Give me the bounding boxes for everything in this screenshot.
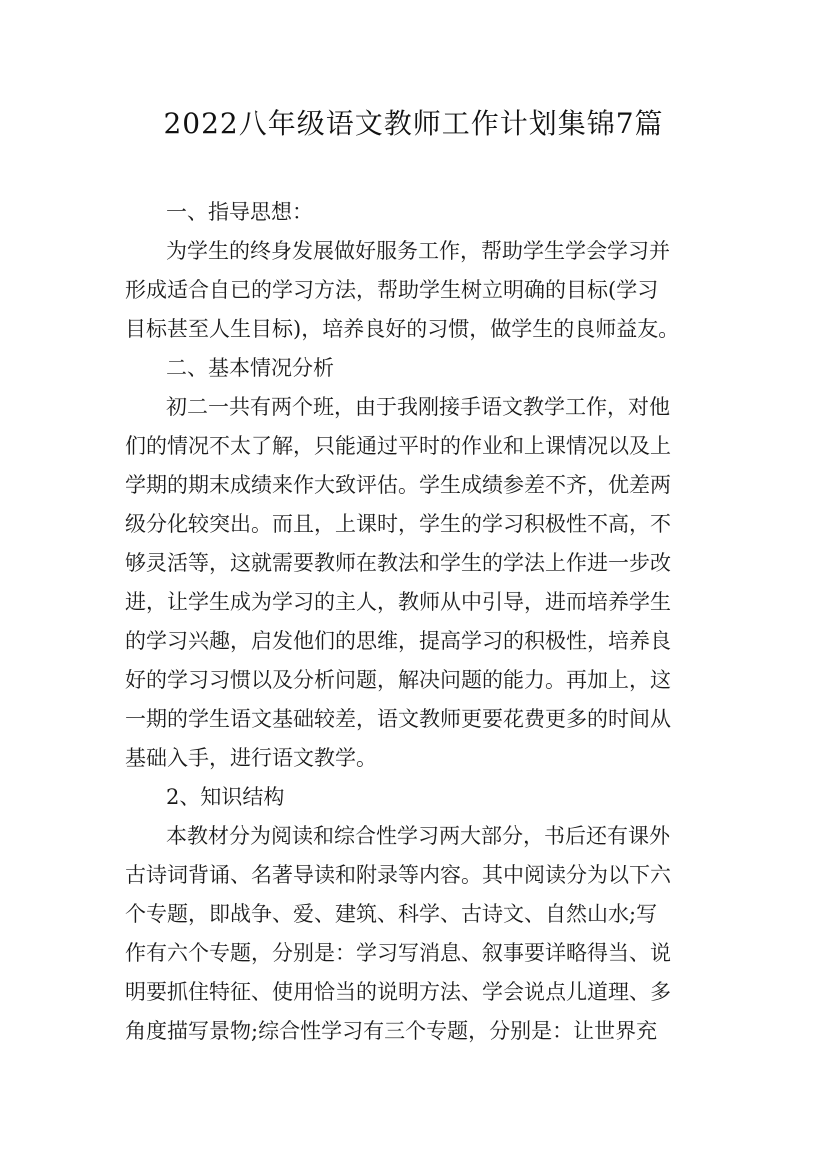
paragraph-line: 的学习兴趣，启发他们的思维，提高学习的积极性，培养良: [125, 629, 671, 653]
paragraph-line: 古诗词背诵、名著导读和附录等内容。其中阅读分为以下六: [125, 863, 671, 887]
paragraph-line: 作有六个专题，分别是：学习写消息、叙事要详略得当、说: [125, 941, 671, 965]
paragraph-line: 级分化较突出。而且，上课时，学生的学习积极性不高，不: [125, 512, 671, 536]
paragraph-line: 基础入手，进行语文教学。: [125, 746, 377, 770]
paragraph-line: 形成适合自已的学习方法，帮助学生树立明确的目标(学习: [125, 278, 659, 302]
paragraph-line: 本教材分为阅读和综合性学习两大部分，书后还有课外: [166, 824, 670, 848]
paragraph-line: 们的情况不太了解，只能通过平时的作业和上课情况以及上: [125, 434, 671, 458]
paragraph-line: 初二一共有两个班，由于我刚接手语文教学工作，对他: [166, 395, 670, 419]
paragraph-line: 够灵活等，这就需要教师在教法和学生的学法上作进一步改: [125, 551, 671, 575]
paragraph-line: 明要抓住特征、使用恰当的说明方法、学会说点儿道理、多: [125, 980, 671, 1004]
paragraph-line: 好的学习习惯以及分析问题，解决问题的能力。再加上，这: [125, 668, 671, 692]
document-title: 2022八年级语文教师工作计划集锦7篇: [163, 107, 664, 140]
section-heading-knowledge-structure: 2、知识结构: [166, 785, 285, 809]
paragraph-line: 个专题，即战争、爱、建筑、科学、古诗文、自然山水;写: [125, 902, 658, 926]
section-heading-basic-analysis: 二、基本情况分析: [166, 356, 334, 380]
paragraph-line: 角度描写景物;综合性学习有三个专题，分别是：让世界充: [125, 1019, 658, 1043]
section-heading-guiding-thought: 一、指导思想：: [166, 200, 313, 224]
paragraph-line: 学期的期末成绩来作大致评估。学生成绩参差不齐，优差两: [125, 473, 671, 497]
paragraph-line: 进，让学生成为学习的主人，教师从中引导，进而培养学生: [125, 590, 671, 614]
paragraph-line: 目标甚至人生目标)，培养良好的习惯，做学生的良师益友。: [125, 317, 680, 341]
paragraph-line: 为学生的终身发展做好服务工作，帮助学生学会学习并: [166, 239, 670, 263]
paragraph-line: 一期的学生语文基础较差，语文教师更要花费更多的时间从: [125, 707, 671, 731]
